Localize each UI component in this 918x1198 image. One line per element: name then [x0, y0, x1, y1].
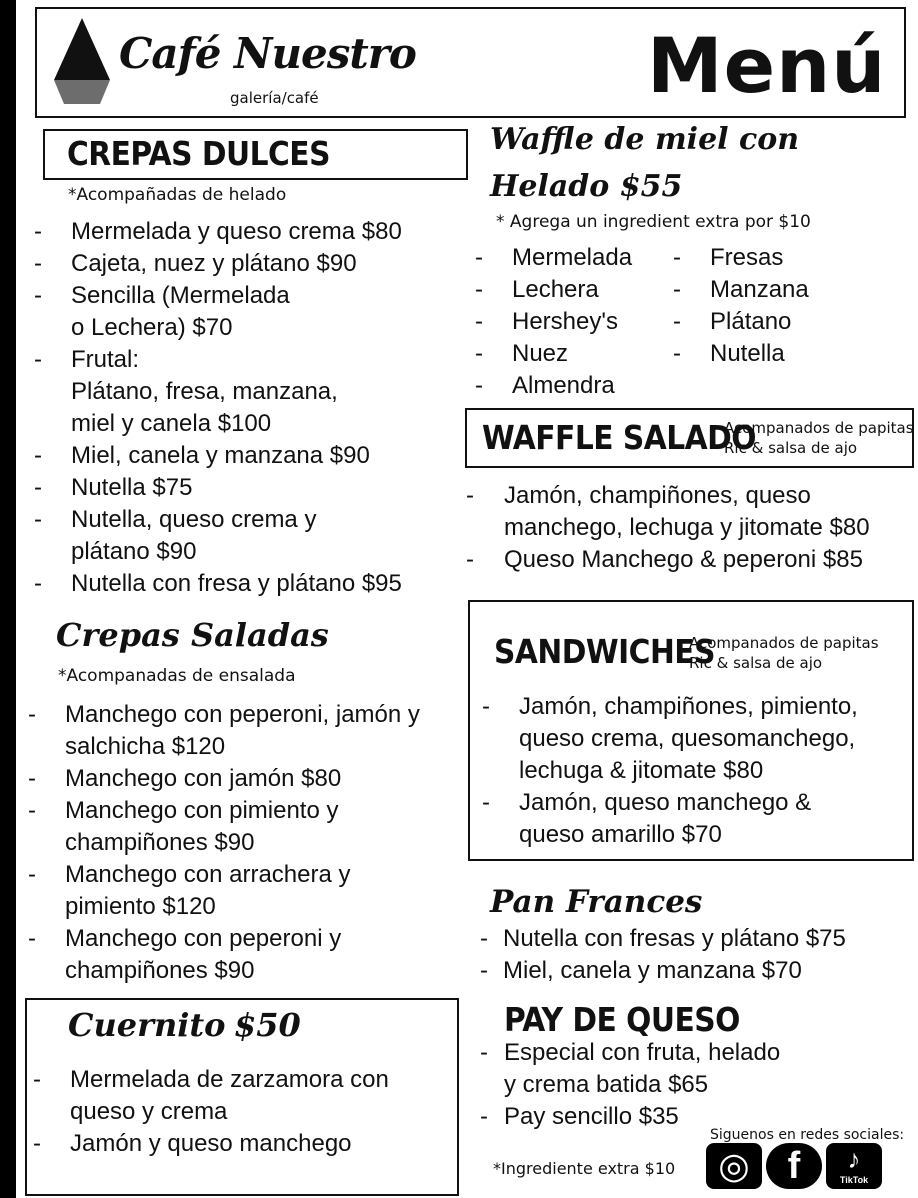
- menu-item: [466, 480, 870, 544]
- menu-item-text: Jamón, champiñones, pimiento, queso crema, quesomanchego, lechuga & jitomate $80: [519, 693, 858, 784]
- bullet-dash: -: [475, 308, 483, 335]
- menu-item-text: Pay sencillo $35: [504, 1103, 679, 1130]
- menu-item-text: Lechera: [512, 276, 599, 303]
- menu-item-text: Especial con fruta, helado y crema batida $65: [504, 1039, 781, 1098]
- bullet-dash: -: [480, 925, 488, 952]
- menu-item-text: Queso Manchego & peperoni $85: [504, 546, 863, 573]
- menu-item: [28, 699, 420, 763]
- menu-item-text: Frutal: Plátano, fresa, manzana, miel y canela $100: [71, 346, 338, 437]
- menu-item: [480, 1037, 780, 1101]
- crepas-saladas-note: *Acompanadas de ensalada: [58, 666, 296, 686]
- menu-item: [28, 859, 420, 923]
- bullet-dash: -: [673, 308, 681, 335]
- menu-item: [34, 568, 402, 600]
- bullet-dash: -: [34, 474, 42, 501]
- bullet-dash: -: [33, 1130, 41, 1157]
- pan-frances-list: [480, 923, 846, 987]
- menu-title: Menú: [647, 21, 887, 110]
- sandwiches-title: SANDWICHES: [494, 632, 715, 671]
- bullet-dash: -: [482, 693, 490, 720]
- waffle-salado-side-note-line1: Acompanados de papitas: [724, 419, 914, 437]
- cuernito-title: Cuernito: [68, 1006, 226, 1044]
- menu-item-text: Mermelada: [512, 244, 633, 271]
- waffle-salado-list: [466, 480, 870, 576]
- menu-item: [673, 242, 809, 274]
- menu-item: [475, 274, 632, 306]
- menu-item-text: Cajeta, nuez y plátano $90: [71, 250, 357, 277]
- waffle-miel-note: * Agrega un ingredient extra por $10: [496, 212, 811, 232]
- crepas-dulces-title: CREPAS DULCES: [67, 134, 330, 173]
- instagram-glyph: ◎: [718, 1145, 750, 1186]
- sandwiches-side-note-line1: Acompanados de papitas: [689, 634, 879, 652]
- menu-item-text: Sencilla (Mermelada o Lechera) $70: [71, 282, 290, 341]
- bullet-dash: -: [28, 765, 36, 792]
- menu-item-text: Manzana: [710, 276, 809, 303]
- bullet-dash: -: [466, 546, 474, 573]
- menu-item-text: Almendra: [512, 372, 615, 399]
- menu-item-text: Nuez: [512, 340, 569, 367]
- extra-ingredient-note: *Ingrediente extra $10: [493, 1159, 676, 1178]
- menu-item: [34, 504, 402, 568]
- menu-item-text: Nutella $75: [71, 474, 193, 501]
- menu-item: [480, 923, 846, 955]
- menu-item-text: Nutella, queso crema y plátano $90: [71, 506, 317, 565]
- menu-item: [34, 472, 402, 504]
- bullet-dash: -: [28, 701, 36, 728]
- bullet-dash: -: [475, 340, 483, 367]
- menu-item-text: Nutella con fresa y plátano $95: [71, 570, 402, 597]
- bullet-dash: -: [480, 957, 488, 984]
- bullet-dash: -: [34, 218, 42, 245]
- menu-item: [34, 216, 402, 248]
- menu-item: [28, 763, 420, 795]
- menu-item: [482, 787, 858, 851]
- bullet-dash: -: [673, 244, 681, 271]
- menu-item-text: Manchego con peperoni y champiñones $90: [65, 925, 342, 984]
- waffle-miel-title-line1: Waffle de miel con: [490, 122, 800, 157]
- menu-item: [673, 338, 809, 370]
- waffle-miel-ingredients-col2: [673, 242, 809, 370]
- menu-item: [673, 274, 809, 306]
- bullet-dash: -: [34, 250, 42, 277]
- menu-item-text: Miel, canela y manzana $70: [503, 957, 802, 984]
- menu-item-text: Jamón, queso manchego & queso amarillo $70: [519, 789, 812, 848]
- menu-item: [33, 1064, 389, 1128]
- sandwiches-list: [482, 691, 858, 851]
- bullet-dash: -: [482, 789, 490, 816]
- waffle-miel-title-line2: Helado $55: [490, 169, 683, 204]
- bullet-dash: -: [34, 442, 42, 469]
- menu-item: [475, 306, 632, 338]
- menu-item: [33, 1128, 389, 1160]
- tiktok-caption: TikTok: [839, 1175, 869, 1185]
- menu-item: [466, 544, 870, 576]
- bullet-dash: -: [475, 244, 483, 271]
- menu-item-text: Miel, canela y manzana $90: [71, 442, 370, 469]
- facebook-icon[interactable]: [766, 1143, 822, 1189]
- menu-item-text: Jamón y queso manchego: [70, 1130, 352, 1157]
- header-box: [35, 7, 906, 118]
- menu-item-text: Nutella: [710, 340, 785, 367]
- bullet-dash: -: [34, 570, 42, 597]
- menu-item-text: Manchego con pimiento y champiñones $90: [65, 797, 339, 856]
- social-label: Siguenos en redes sociales:: [710, 1127, 905, 1143]
- bullet-dash: -: [673, 276, 681, 303]
- facebook-glyph: f: [787, 1145, 801, 1187]
- logo-icon: [54, 18, 110, 104]
- tiktok-icon[interactable]: [826, 1143, 882, 1189]
- menu-item: [475, 338, 632, 370]
- brand-subtitle: galería/café: [230, 89, 319, 107]
- menu-item-text: Nutella con fresas y plátano $75: [503, 925, 846, 952]
- bullet-dash: -: [28, 925, 36, 952]
- menu-item: [34, 248, 402, 280]
- bullet-dash: -: [475, 372, 483, 399]
- bullet-dash: -: [28, 861, 36, 888]
- waffle-salado-title: WAFFLE SALADO: [482, 418, 756, 457]
- menu-item: [28, 923, 420, 987]
- menu-item: [482, 691, 858, 787]
- menu-item: [34, 344, 402, 440]
- crepas-dulces-list: [34, 216, 402, 600]
- sandwiches-side-note-line2: Ric & salsa de ajo: [689, 654, 823, 672]
- bullet-dash: -: [466, 482, 474, 509]
- brand-name: Café Nuestro: [119, 29, 416, 78]
- menu-item-text: Manchego con jamón $80: [65, 765, 342, 792]
- bullet-dash: -: [475, 276, 483, 303]
- menu-item: [673, 306, 809, 338]
- menu-item: [34, 440, 402, 472]
- pay-de-queso-list: [480, 1037, 780, 1133]
- menu-item: [34, 280, 402, 344]
- menu-item-text: Hershey's: [512, 308, 618, 335]
- menu-item-text: Mermelada de zarzamora con queso y crema: [70, 1066, 389, 1125]
- bullet-dash: -: [34, 506, 42, 533]
- menu-item: [480, 955, 846, 987]
- menu-item: [475, 370, 632, 402]
- bullet-dash: -: [28, 797, 36, 824]
- crepas-dulces-note: *Acompañadas de helado: [68, 185, 287, 205]
- waffle-miel-ingredients-col1: [475, 242, 632, 402]
- pan-frances-title: Pan Frances: [490, 884, 703, 920]
- bullet-dash: -: [673, 340, 681, 367]
- bullet-dash: -: [480, 1039, 488, 1066]
- left-edge-bar: [0, 0, 16, 1198]
- menu-item-text: Plátano: [710, 308, 792, 335]
- cuernito-list: [33, 1064, 389, 1160]
- menu-item: [475, 242, 632, 274]
- tiktok-glyph: ♪: [847, 1144, 861, 1174]
- menu-item-text: Mermelada y queso crema $80: [71, 218, 402, 245]
- menu-item-text: Jamón, champiñones, queso manchego, lechuga y jitomate $80: [504, 482, 870, 541]
- menu-item-text: Manchego con arrachera y pimiento $120: [65, 861, 351, 920]
- instagram-icon[interactable]: [706, 1143, 762, 1189]
- pay-de-queso-title: PAY DE QUESO: [504, 1000, 740, 1039]
- crepas-saladas-title: Crepas Saladas: [56, 616, 329, 654]
- cuernito-price: $50: [234, 1006, 301, 1044]
- menu-item-text: Fresas: [710, 244, 784, 271]
- bullet-dash: -: [34, 282, 42, 309]
- bullet-dash: -: [33, 1066, 41, 1093]
- menu-item-text: Manchego con peperoni, jamón y salchicha $120: [65, 701, 420, 760]
- waffle-salado-side-note-line2: Ric & salsa de ajo: [724, 439, 858, 457]
- menu-item: [28, 795, 420, 859]
- crepas-saladas-list: [28, 699, 420, 987]
- bullet-dash: -: [34, 346, 42, 373]
- bullet-dash: -: [480, 1103, 488, 1130]
